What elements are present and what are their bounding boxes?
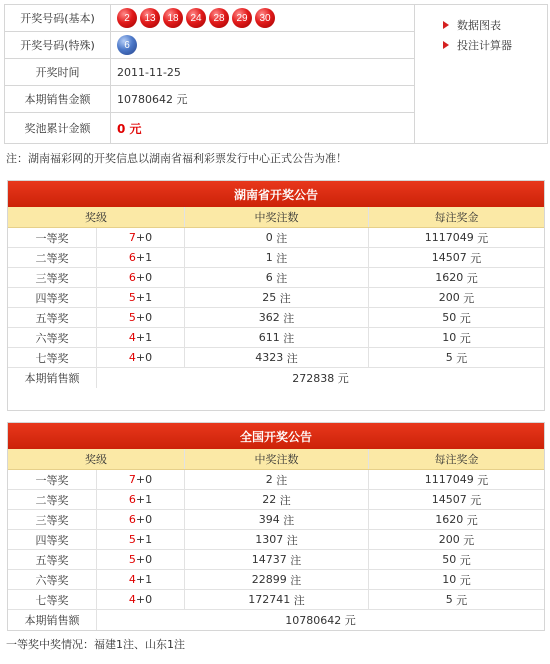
unit-yuan: 元 [463, 533, 475, 547]
hunan-table-header [8, 207, 544, 228]
match-condition [96, 288, 184, 307]
match-plus-sign: + [135, 331, 146, 344]
match-special-count: 1 [145, 291, 153, 304]
basic-number-ball: 30 [255, 8, 275, 28]
prize-per-bet [368, 470, 544, 489]
match-special-count: 0 [145, 593, 153, 606]
winning-count-value: 14737 [251, 553, 287, 566]
national-table-title: 全国开奖公告 [8, 423, 544, 449]
prize-per-bet-value: 14507 [431, 493, 467, 506]
prize-per-bet-value: 1620 [435, 513, 464, 526]
table-row [8, 308, 544, 328]
winning-count [184, 308, 368, 327]
match-special-count: 0 [145, 513, 153, 526]
match-special-count: 1 [145, 573, 153, 586]
prize-level: 一等奖 [35, 231, 69, 245]
winning-count [184, 328, 368, 347]
prize-per-bet [368, 530, 544, 549]
match-special-count: 0 [145, 351, 153, 364]
winning-count-value: 2 [265, 473, 273, 486]
data-chart-link-label: 数据图表 [457, 19, 501, 32]
match-special-count: 0 [145, 473, 153, 486]
prize-per-bet [368, 288, 544, 307]
winning-count-value: 172741 [248, 593, 291, 606]
match-basic-count: 7 [128, 231, 136, 244]
winning-count [184, 510, 368, 529]
prize-per-bet [368, 590, 544, 609]
draw-info-rows [5, 5, 415, 143]
match-condition [96, 590, 184, 609]
winning-count-value: 611 [258, 331, 280, 344]
match-condition [96, 470, 184, 489]
sales-amount-row [5, 86, 415, 113]
prize-level: 一等奖 [35, 473, 69, 487]
prize-per-bet [368, 228, 544, 247]
table-row [8, 470, 544, 490]
match-special-count: 1 [145, 533, 153, 546]
match-plus-sign: + [135, 473, 146, 486]
unit-zhu: 注 [286, 351, 298, 365]
disclaimer-note: 注：湖南福彩网的开奖信息以湖南省福利彩票发行中心正式公告为准！ [6, 152, 347, 165]
match-condition [96, 570, 184, 589]
prize-per-bet [368, 268, 544, 287]
prize-per-bet [368, 570, 544, 589]
hunan-results-table [7, 180, 545, 411]
unit-zhu: 注 [283, 513, 295, 527]
bet-calculator-link-label: 投注计算器 [457, 39, 512, 52]
data-chart-link[interactable] [443, 15, 512, 35]
match-basic-count: 4 [128, 351, 136, 364]
unit-zhu: 注 [279, 291, 291, 305]
match-basic-count: 4 [128, 331, 136, 344]
basic-number-ball: 13 [140, 8, 160, 28]
match-condition [96, 228, 184, 247]
match-condition [96, 348, 184, 367]
prize-level: 四等奖 [35, 533, 69, 547]
table-row [8, 550, 544, 570]
table-row [8, 510, 544, 530]
unit-zhu: 注 [276, 473, 288, 487]
header-count: 中奖注数 [184, 449, 368, 469]
table-row [8, 228, 544, 248]
match-special-count: 1 [145, 331, 153, 344]
winning-count [184, 490, 368, 509]
match-basic-count: 5 [128, 553, 136, 566]
prize-per-bet-value: 50 [442, 553, 457, 566]
basic-numbers-row [5, 5, 415, 32]
match-basic-count: 5 [128, 533, 136, 546]
match-basic-count: 6 [128, 271, 136, 284]
match-plus-sign: + [135, 251, 146, 264]
match-plus-sign: + [135, 231, 146, 244]
winning-count [184, 348, 368, 367]
match-condition [96, 308, 184, 327]
basic-number-ball: 29 [232, 8, 252, 28]
winning-count-value: 22 [262, 493, 277, 506]
table-row [8, 268, 544, 288]
unit-yuan: 元 [477, 473, 489, 487]
national-sales-label: 本期销售额 [24, 614, 80, 627]
national-table-header [8, 449, 544, 470]
match-condition [96, 248, 184, 267]
winning-count [184, 550, 368, 569]
winning-count [184, 268, 368, 287]
jackpot-pool-label: 奖池累计金额 [5, 113, 111, 143]
winning-count [184, 590, 368, 609]
table-row [8, 490, 544, 510]
prize-per-bet-value: 50 [442, 311, 457, 324]
draw-date-row [5, 59, 415, 86]
prize-per-bet-value: 10 [442, 573, 457, 586]
header-count: 中奖注数 [184, 207, 368, 227]
prize-level: 二等奖 [35, 493, 69, 507]
match-plus-sign: + [135, 351, 146, 364]
match-plus-sign: + [135, 271, 146, 284]
unit-yuan: 元 [456, 593, 468, 607]
match-basic-count: 6 [128, 251, 136, 264]
prize-per-bet-value: 1117049 [424, 231, 474, 244]
prize-per-bet-value: 5 [445, 593, 453, 606]
sales-amount-value: 10780642 元 [117, 93, 188, 106]
prize-per-bet-value: 14507 [431, 251, 467, 264]
prize-level: 二等奖 [35, 251, 69, 265]
unit-zhu: 注 [276, 231, 288, 245]
winning-count [184, 288, 368, 307]
table-row [8, 530, 544, 550]
hunan-sales-row [8, 368, 544, 388]
special-number-balls [117, 32, 140, 58]
unit-yuan: 元 [456, 351, 468, 365]
arrow-right-icon [443, 41, 449, 49]
unit-zhu: 注 [279, 493, 291, 507]
prize-per-bet [368, 308, 544, 327]
prize-level: 七等奖 [35, 593, 69, 607]
winning-count-value: 1307 [255, 533, 284, 546]
match-basic-count: 6 [128, 493, 136, 506]
winning-count-value: 6 [265, 271, 273, 284]
special-number-label: 开奖号码(特殊) [5, 32, 111, 58]
basic-number-ball: 18 [163, 8, 183, 28]
table-row [8, 248, 544, 268]
draw-info-box [4, 4, 548, 144]
jackpot-pool-row [5, 113, 415, 143]
jackpot-pool-value: 0 元 [117, 121, 142, 136]
table-row [8, 570, 544, 590]
winning-count-value: 1 [265, 251, 273, 264]
prize-level: 三等奖 [35, 271, 69, 285]
prize-per-bet [368, 510, 544, 529]
match-condition [96, 328, 184, 347]
bet-calculator-link[interactable] [443, 35, 512, 55]
unit-yuan: 元 [459, 553, 471, 567]
prize-per-bet [368, 348, 544, 367]
hunan-table-filler [8, 388, 544, 410]
prize-level: 六等奖 [35, 331, 69, 345]
unit-zhu: 注 [283, 311, 295, 325]
header-level: 奖级 [85, 453, 107, 466]
header-prize: 每注奖金 [368, 449, 544, 469]
unit-zhu: 注 [293, 593, 305, 607]
unit-zhu: 注 [276, 251, 288, 265]
match-condition [96, 550, 184, 569]
hunan-table-body [8, 228, 544, 368]
winning-count [184, 248, 368, 267]
match-condition [96, 490, 184, 509]
arrow-right-icon [443, 21, 449, 29]
match-plus-sign: + [135, 593, 146, 606]
unit-yuan: 元 [466, 271, 478, 285]
table-row [8, 328, 544, 348]
special-number-ball: 6 [117, 35, 137, 55]
winning-count-value: 394 [258, 513, 280, 526]
winning-count [184, 228, 368, 247]
unit-yuan: 元 [477, 231, 489, 245]
unit-zhu: 注 [290, 553, 302, 567]
prize-level: 五等奖 [35, 311, 69, 325]
sales-amount-label: 本期销售金额 [5, 86, 111, 112]
prize-per-bet-value: 200 [438, 533, 460, 546]
basic-number-balls [117, 5, 278, 31]
unit-yuan: 元 [459, 311, 471, 325]
national-results-table [7, 422, 545, 631]
prize-level: 七等奖 [35, 351, 69, 365]
table-row [8, 590, 544, 610]
winning-count-value: 0 [265, 231, 273, 244]
hunan-sales-label: 本期销售额 [24, 372, 80, 385]
match-plus-sign: + [135, 573, 146, 586]
match-condition [96, 510, 184, 529]
header-prize: 每注奖金 [368, 207, 544, 227]
winning-count-value: 22899 [251, 573, 287, 586]
prize-per-bet-value: 1620 [435, 271, 464, 284]
match-plus-sign: + [135, 291, 146, 304]
basic-number-ball: 28 [209, 8, 229, 28]
unit-yuan: 元 [470, 251, 482, 265]
national-sales-row [8, 610, 544, 630]
match-basic-count: 5 [128, 311, 136, 324]
unit-yuan: 元 [459, 573, 471, 587]
winning-count-value: 25 [262, 291, 277, 304]
unit-zhu: 注 [276, 271, 288, 285]
draw-date-label: 开奖时间 [5, 59, 111, 85]
winning-count [184, 570, 368, 589]
hunan-table-title: 湖南省开奖公告 [8, 181, 544, 207]
basic-numbers-label: 开奖号码(基本) [5, 5, 111, 31]
first-prize-winners-note: 一等奖中奖情况：福建1注、山东1注 [6, 638, 185, 651]
prize-level: 三等奖 [35, 513, 69, 527]
hunan-sales-value: 272838 元 [96, 368, 544, 388]
prize-level: 四等奖 [35, 291, 69, 305]
prize-level: 六等奖 [35, 573, 69, 587]
national-table-body [8, 470, 544, 610]
match-basic-count: 6 [128, 513, 136, 526]
prize-level: 五等奖 [35, 553, 69, 567]
header-level: 奖级 [85, 211, 107, 224]
match-condition [96, 268, 184, 287]
prize-per-bet [368, 490, 544, 509]
match-basic-count: 7 [128, 473, 136, 486]
match-special-count: 1 [145, 251, 153, 264]
table-row [8, 288, 544, 308]
basic-number-ball: 24 [186, 8, 206, 28]
special-number-row [5, 32, 415, 59]
unit-yuan: 元 [463, 291, 475, 305]
table-row [8, 348, 544, 368]
unit-yuan: 元 [466, 513, 478, 527]
prize-per-bet-value: 1117049 [424, 473, 474, 486]
match-condition [96, 530, 184, 549]
winning-count-value: 362 [258, 311, 280, 324]
unit-zhu: 注 [283, 331, 295, 345]
national-sales-value: 10780642 元 [96, 610, 544, 630]
match-special-count: 0 [145, 231, 153, 244]
match-basic-count: 4 [128, 593, 136, 606]
match-plus-sign: + [135, 311, 146, 324]
match-plus-sign: + [135, 493, 146, 506]
winning-count-value: 4323 [255, 351, 284, 364]
winning-count [184, 530, 368, 549]
prize-per-bet-value: 5 [445, 351, 453, 364]
unit-zhu: 注 [286, 533, 298, 547]
prize-per-bet-value: 10 [442, 331, 457, 344]
winning-count [184, 470, 368, 489]
prize-per-bet-value: 200 [438, 291, 460, 304]
prize-per-bet [368, 248, 544, 267]
match-basic-count: 4 [128, 573, 136, 586]
match-plus-sign: + [135, 513, 146, 526]
side-links [443, 15, 512, 55]
unit-yuan: 元 [459, 331, 471, 345]
draw-date-value: 2011-11-25 [117, 65, 181, 79]
match-special-count: 1 [145, 493, 153, 506]
basic-number-ball: 2 [117, 8, 137, 28]
unit-yuan: 元 [470, 493, 482, 507]
prize-per-bet [368, 328, 544, 347]
match-special-count: 0 [145, 271, 153, 284]
prize-per-bet [368, 550, 544, 569]
match-plus-sign: + [135, 553, 146, 566]
match-special-count: 0 [145, 553, 153, 566]
unit-zhu: 注 [290, 573, 302, 587]
match-basic-count: 5 [128, 291, 136, 304]
match-plus-sign: + [135, 533, 146, 546]
match-special-count: 0 [145, 311, 153, 324]
